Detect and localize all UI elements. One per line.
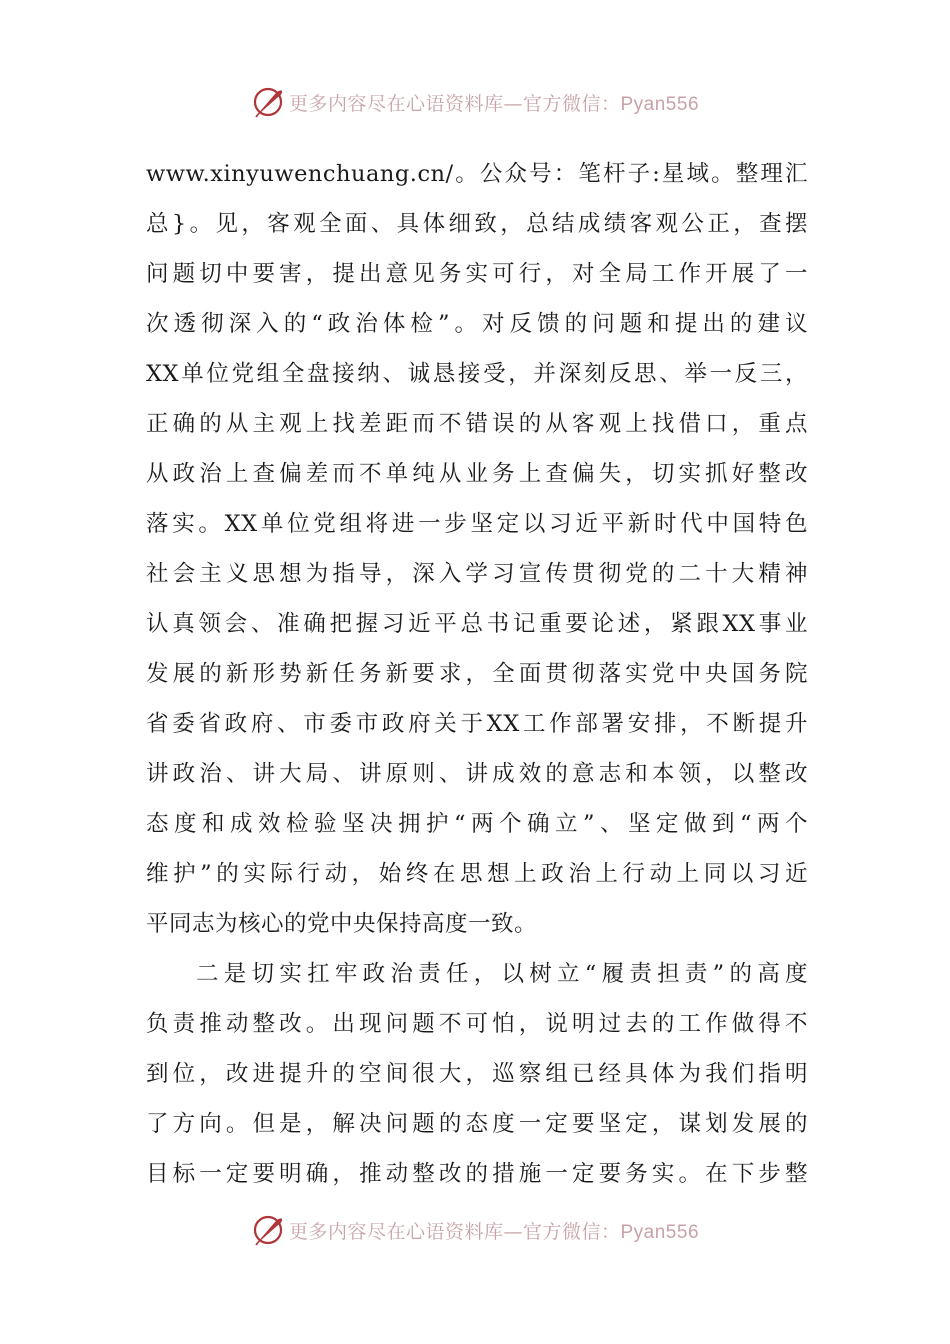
text-line: 到位，改进提升的空间很大，巡察组已经具体为我们指明: [146, 1061, 808, 1087]
text-line: 二是切实扛牢政治责任，以树立“履责担责”的高度: [196, 961, 808, 987]
text-line: 省委省政府、市委市政府关于XX工作部署安排，不断提升: [146, 711, 808, 737]
text-line: 次透彻深入的“政治体检”。对反馈的问题和提出的建议: [146, 311, 808, 337]
text-line: 平同志为核心的党中央保持高度一致。: [146, 911, 538, 937]
text-line: 负责推动整改。出现问题不可怕，说明过去的工作做得不: [146, 1011, 808, 1037]
text-line: 维护”的实际行动，始终在思想上政治上行动上同以习近: [146, 861, 808, 887]
text-line: 正确的从主观上找差距而不错误的从客观上找借口，重点: [146, 411, 808, 437]
text-line: XX单位党组全盘接纳、诚恳接受，并深刻反思、举一反三，: [146, 361, 808, 387]
text-line: 了方向。但是，解决问题的态度一定要坚定，谋划发展的: [146, 1111, 808, 1137]
text-line: www.xinyuwenchuang.cn/。公众号：笔杆子:星域。整理汇: [146, 161, 808, 187]
quill-pen-logo-icon: [251, 85, 285, 119]
text-line: 问题切中要害，提出意见务实可行，对全局工作开展了一: [146, 261, 808, 287]
text-line: 目标一定要明确，推动整改的措施一定要务实。在下步整: [146, 1161, 808, 1187]
banner-text: 更多内容尽在心语资料库—官方微信：Pyan556: [288, 1220, 700, 1243]
text-line: 落实。XX单位党组将进一步坚定以习近平新时代中国特色: [146, 511, 808, 537]
text-line: 认真领会、准确把握习近平总书记重要论述，紧跟XX事业: [146, 611, 808, 637]
banner-text: 更多内容尽在心语资料库—官方微信：Pyan556: [288, 92, 700, 115]
text-line: 讲政治、讲大局、讲原则、讲成效的意志和本领，以整改: [146, 761, 808, 787]
quill-pen-logo-icon: [251, 1213, 285, 1247]
footer-banner: [0, 1210, 950, 1250]
header-banner: [0, 82, 950, 122]
text-line: 社会主义思想为指导，深入学习宣传贯彻党的二十大精神: [146, 561, 808, 587]
text-line: 态度和成效检验坚决拥护“两个确立”、坚定做到“两个: [146, 811, 808, 837]
document-body: [146, 149, 808, 1199]
text-line: 总}。见，客观全面、具体细致，总结成绩客观公正，查摆: [146, 211, 808, 237]
text-line: 发展的新形势新任务新要求，全面贯彻落实党中央国务院: [146, 661, 808, 687]
text-line: 从政治上查偏差而不单纯从业务上查偏失，切实抓好整改: [146, 461, 808, 487]
